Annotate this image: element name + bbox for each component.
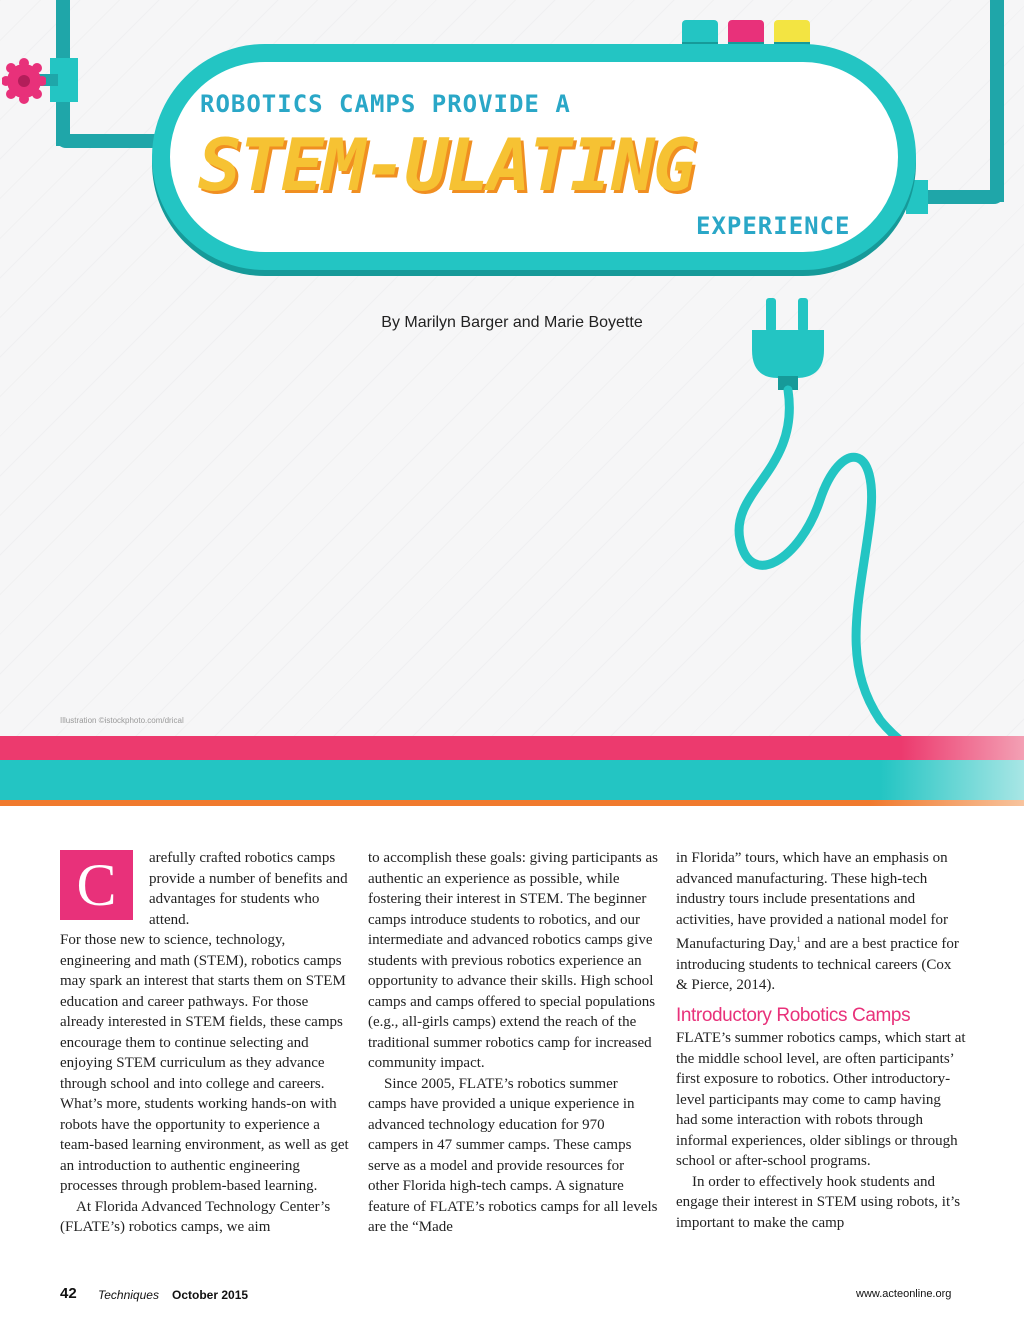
orange-band: [0, 800, 1024, 806]
title-line-1: ROBOTICS CAMPS PROVIDE A: [200, 90, 571, 118]
section-heading: Introductory Robotics Camps: [676, 1004, 911, 1026]
teal-band: [0, 760, 1024, 800]
column-3-paragraph-1: [676, 848, 966, 996]
pink-band: [0, 736, 1024, 760]
column-3-paragraph-1-b: and are a best practice for introducing students to technical careers (Cox & Pierce, 2014).: [676, 936, 959, 993]
title-main: STEM-ULATING: [198, 123, 695, 207]
footnote-marker: 1: [796, 935, 801, 944]
article-column-2: [368, 848, 658, 1238]
footer-page-number: 42: [60, 1285, 77, 1302]
column-3-paragraph-1-a: in Florida” tours, which have an emphasis on advanced manufacturing. These high-tech industry tours include presentations and activities, have provided a national model for Manufacturing Day,: [676, 850, 948, 952]
article-column-3: [676, 848, 966, 1233]
footer-url: www.acteonline.org: [856, 1288, 952, 1300]
footer-magazine: Techniques: [98, 1288, 159, 1302]
lead-in-text: arefully crafted robotics camps provide a number of benefits and advantages for students who attend.: [149, 850, 348, 928]
footer-issue: October 2015: [172, 1288, 249, 1302]
drop-cap: C: [60, 850, 133, 920]
column-2-paragraph-1: to accomplish these goals: giving participants as authentic an experience as possible, while fostering their interest in STEM. The beginner camps introduce students to robotics, and our intermediate and advanced robotics camps give students with previous robotics experience an opportunity to advance their skills. High school camps and camps offered to special populations (e.g., all-girls camps) extend the reach of the traditional summer robotics camp for increased community impact.: [368, 850, 658, 1071]
column-3-paragraph-2: FLATE’s summer robotics camps, which start at the middle school level, are often participants’ first exposure to robotics. Other introductory-level participants may come to camp having had some interaction with robots through informal experiences, older siblings or through school or after-school programs.: [676, 1030, 966, 1169]
column-2-paragraph-2: Since 2005, FLATE’s robotics summer camps have provided a unique experience in advanced technology education for 970 campers in 47 summer camps. These camps serve as a model and provide resources for other Florida high-tech camps. A signature feature of FLATE’s robotics camps for all levels are the “Made: [368, 1075, 658, 1235]
illustration-credit: Illustration ©istockphoto.com/drical: [60, 716, 184, 725]
article-column-1: [60, 848, 350, 1238]
column-1-paragraph-1: [60, 848, 350, 1197]
column-3-paragraph-3: In order to effectively hook students and engage their interest in STEM using robots, it’s important to make the camp: [676, 1173, 961, 1231]
column-1-paragraph-2: At Florida Advanced Technology Center’s (FLATE’s) robotics camps, we aim: [60, 1198, 331, 1235]
title-line-3: EXPERIENCE: [696, 212, 851, 240]
byline: By Marilyn Barger and Marie Boyette: [381, 314, 643, 331]
column-1-paragraph-1-rest: For those new to science, technology, engineering and math (STEM), robotics camps may spark an interest that starts them on STEM education and career pathways. For those already interested in STEM fields, these camps encourage them to continue selecting and enjoying STEM curriculum as they advance through school and into college and careers. What’s more, students working hands-on with robots have the opportunity to experience a team-based learning environment, as well as get an introduction to authentic engineering processes through problem-based learning.: [60, 932, 349, 1194]
